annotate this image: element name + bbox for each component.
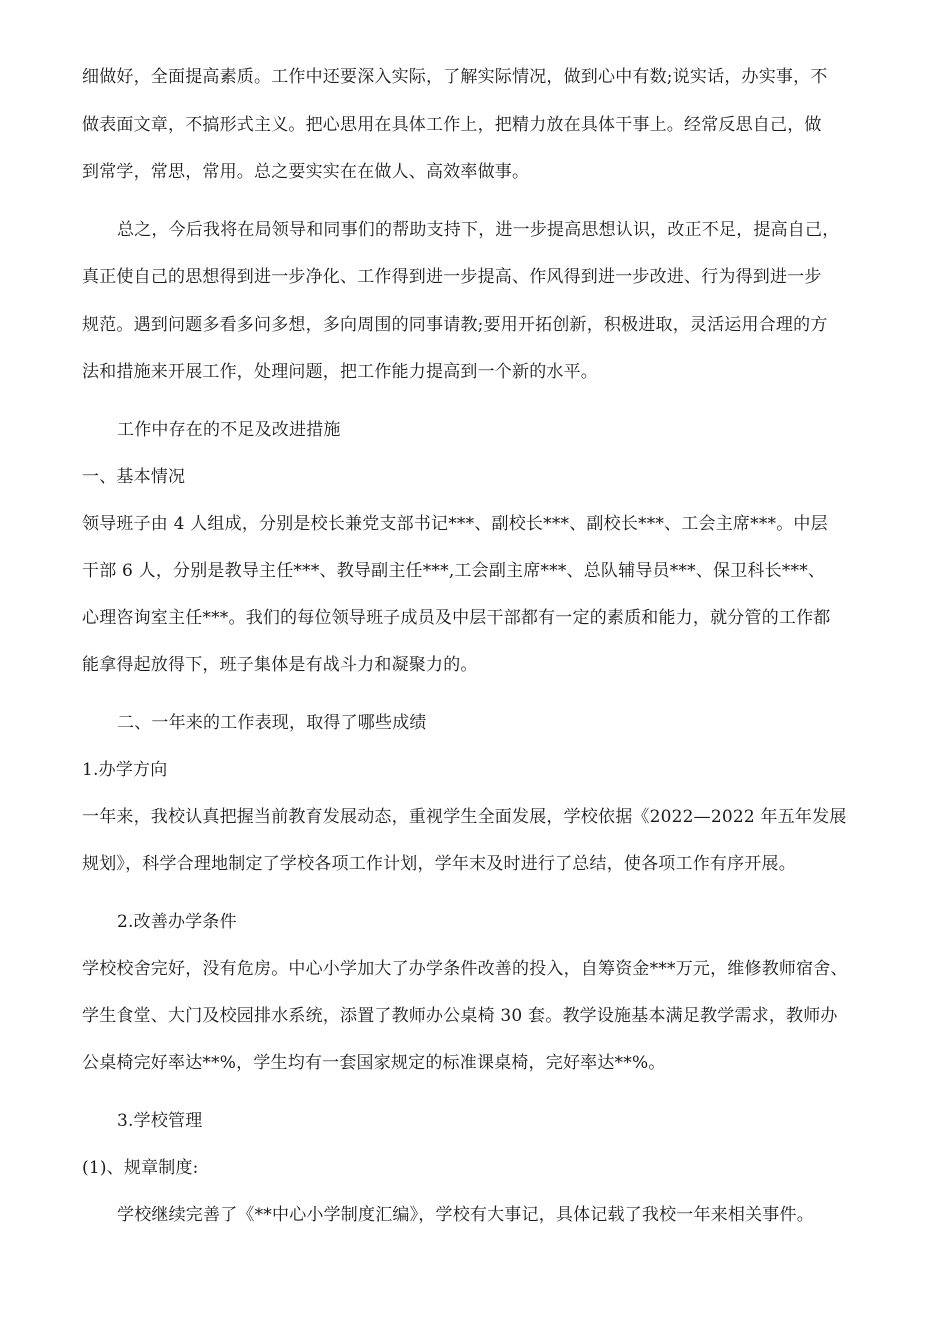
section-heading: 工作中存在的不足及改进措施 [117, 420, 341, 440]
paragraph-line: 领导班子由 4 人组成，分别是校长兼党支部书记***、副校长***、副校长***、工会主席***。中层 [82, 514, 828, 534]
paragraph-line: 规划》，科学合理地制定了学校各项工作计划，学年末及时进行了总结，使各项工作有序开展。 [82, 854, 796, 874]
section-heading: 二、一年来的工作表现，取得了哪些成绩 [117, 713, 427, 733]
paragraph-line: 总之，今后我将在局领导和同事们的帮助支持下，进一步提高思想认识，改正不足，提高自己， [117, 220, 840, 240]
subsection-heading: (1)、规章制度: [82, 1158, 199, 1178]
paragraph-line: 真正使自己的思想得到进一步净化、工作得到进一步提高、作风得到进一步改进、行为得到进一步 [82, 267, 822, 287]
paragraph-line: 细做好，全面提高素质。工作中还要深入实际，了解实际情况，做到心中有数;说实话，办实事，不 [82, 67, 828, 87]
paragraph-line: 学生食堂、大门及校园排水系统，添置了教师办公桌椅 30 套。教学设施基本满足教学需求，教师办 [82, 1006, 838, 1026]
subsection-heading: 2.改善办学条件 [117, 912, 237, 932]
paragraph-line: 学校继续完善了《**中心小学制度汇编》，学校有大事记，具体记载了我校一年来相关事件。 [117, 1205, 814, 1225]
paragraph-line: 规范。遇到问题多看多问多想，多向周围的同事请教;要用开拓创新，积极进取，灵活运用合理的方 [82, 315, 828, 335]
paragraph-line: 一年来，我校认真把握当前教育发展动态，重视学生全面发展，学校依据《2022—2022 年五年发展 [82, 807, 847, 827]
paragraph-line: 做表面文章，不搞形式主义。把心思用在具体工作上，把精力放在具体干事上。经常反思自己，做 [82, 115, 822, 135]
paragraph-line: 公桌椅完好率达**%，学生均有一套国家规定的标准课桌椅，完好率达**%。 [82, 1053, 666, 1073]
paragraph-line: 心理咨询室主任***。我们的每位领导班子成员及中层干部都有一定的素质和能力，就分管的工作都 [82, 608, 831, 628]
paragraph-line: 到常学，常思，常用。总之要实实在在做人、高效率做事。 [82, 162, 530, 182]
paragraph-line: 能拿得起放得下，班子集体是有战斗力和凝聚力的。 [82, 655, 478, 675]
section-heading: 一、基本情况 [82, 467, 186, 487]
subsection-heading: 1.办学方向 [82, 760, 168, 780]
paragraph-line: 干部 6 人，分别是教导主任***、教导副主任***,工会副主席***、总队辅导员***、保卫科长***、 [82, 561, 826, 581]
subsection-heading: 3.学校管理 [117, 1111, 203, 1131]
paragraph-line: 学校校舍完好，没有危房。中心小学加大了办学条件改善的投入，自筹资金***万元，维修教师宿舍、 [82, 959, 848, 979]
paragraph-line: 法和措施来开展工作，处理问题，把工作能力提高到一个新的水平。 [82, 362, 598, 382]
